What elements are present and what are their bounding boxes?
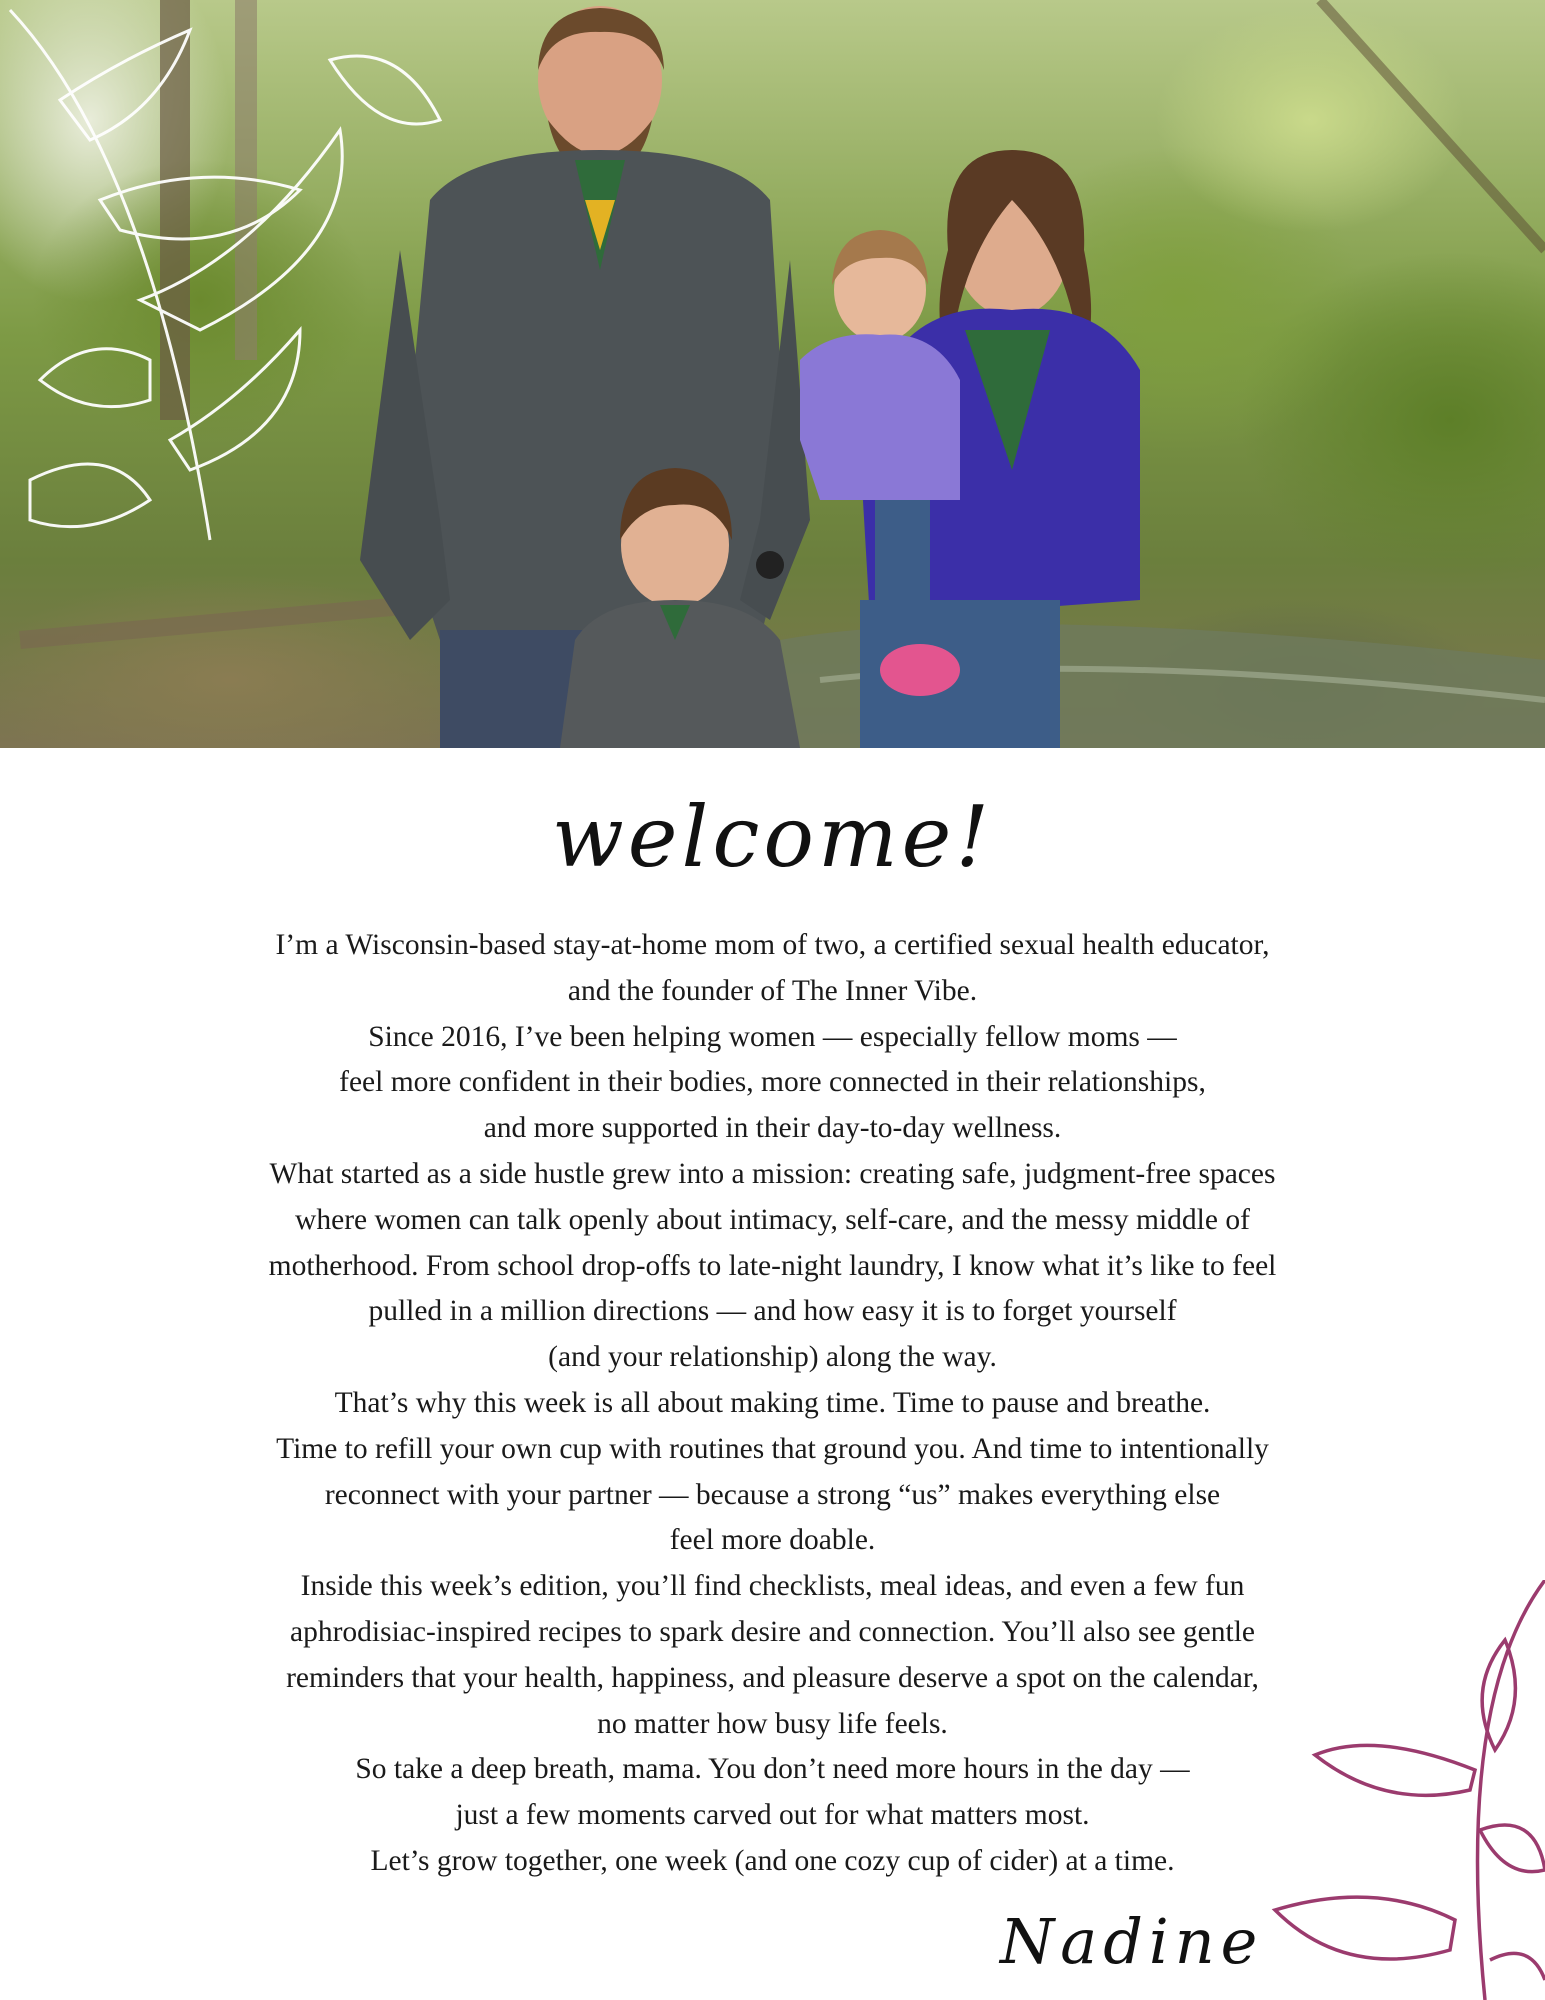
letter-line: feel more doable. (669, 1524, 876, 1557)
signature-name: Nadine (1000, 1905, 1264, 1978)
letter-line: Let’s grow together, one week (and one cozy cup of cider) at a time. (370, 1844, 1175, 1877)
welcome-letter-body (140, 923, 1405, 1885)
letter-line: and the founder of The Inner Vibe. (567, 974, 978, 1007)
letter-line: Time to refill your own cup with routines that ground you. And time to intentionally (276, 1432, 1269, 1465)
letter-line: reminders that your health, happiness, and pleasure deserve a spot on the calendar, (286, 1661, 1259, 1694)
letter-line: So take a deep breath, mama. You don’t need more hours in the day — (355, 1753, 1190, 1786)
letter-line: I’m a Wisconsin-based stay-at-home mom of two, a certified sexual health educator, (275, 929, 1270, 961)
letter-line: (and your relationship) along the way. (548, 1341, 997, 1374)
floral-outline-top-decoration (0, 0, 450, 560)
welcome-title: welcome! (551, 788, 994, 886)
floral-outline-bottom-decoration (1255, 1580, 1545, 2000)
letter-line: pulled in a million directions — and how easy it is to forget yourself (368, 1295, 1177, 1328)
letter-line: where women can talk openly about intimacy, self-care, and the messy middle of (295, 1203, 1250, 1236)
letter-line: That’s why this week is all about making time. Time to pause and breathe. (334, 1386, 1211, 1419)
letter-line: Inside this week’s edition, you’ll find checklists, meal ideas, and even a few fun (300, 1570, 1245, 1603)
letter-line: and more supported in their day-to-day wellness. (483, 1112, 1062, 1145)
letter-line: aphrodisiac-inspired recipes to spark desire and connection. You’ll also see gentle (289, 1615, 1256, 1648)
signature (1000, 1905, 1264, 2000)
letter-line: motherhood. From school drop-offs to late-night laundry, I know what it’s like to feel (268, 1249, 1277, 1282)
letter-line: What started as a side hustle grew into a mission: creating safe, judgment-free spaces (269, 1157, 1276, 1190)
welcome-heading (0, 770, 1545, 920)
letter-line: no matter how busy life feels. (597, 1707, 948, 1740)
letter-line: Since 2016, I’ve been helping women — especially fellow moms — (368, 1020, 1177, 1053)
letter-line: reconnect with your partner — because a strong “us” makes everything else (324, 1478, 1221, 1511)
letter-line: just a few moments carved out for what matters most. (455, 1799, 1090, 1832)
letter-line: feel more confident in their bodies, more connected in their relationships, (339, 1066, 1206, 1099)
